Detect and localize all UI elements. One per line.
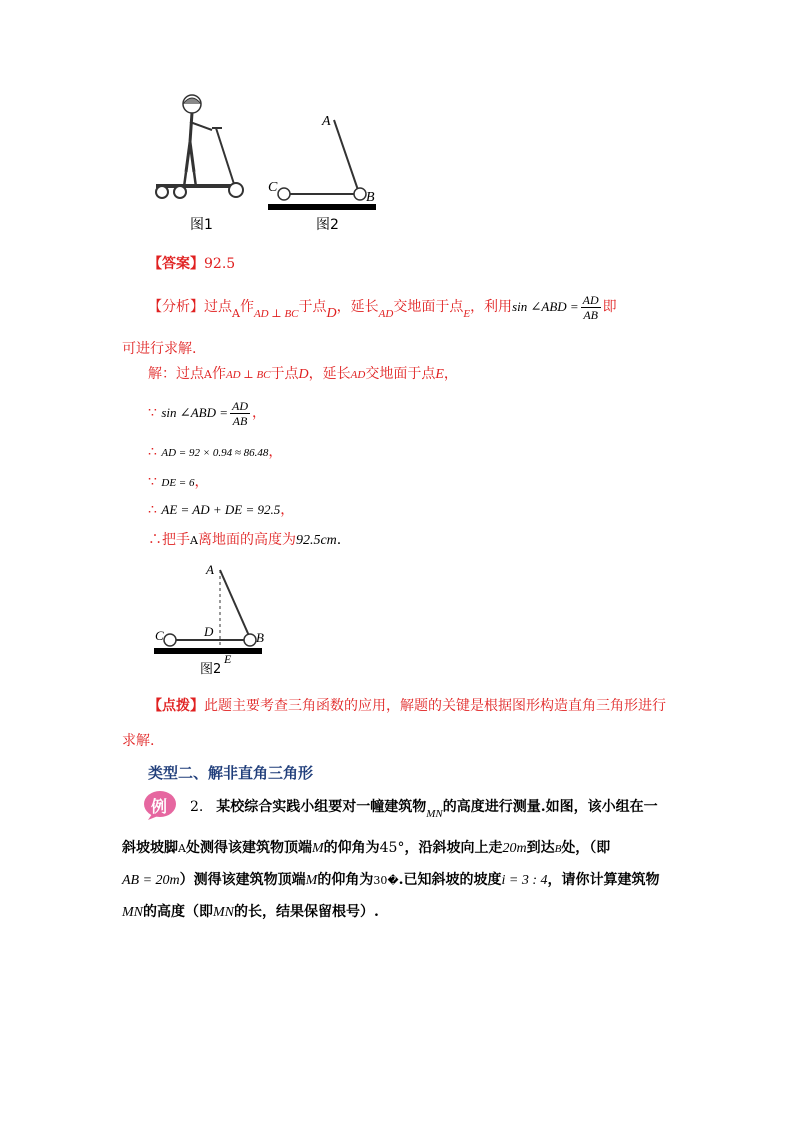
example-slope: i = 3 : 4 <box>501 873 548 888</box>
figure-3-caption: 图2 <box>200 662 222 677</box>
fraction-numerator: AD <box>231 398 248 413</box>
example-badge <box>144 790 178 820</box>
example-line-4 <box>122 902 379 923</box>
example-text: 的高度进行测量.如图，该小组在一 <box>442 799 658 815</box>
example-number: 2. <box>190 799 204 815</box>
figure-2-caption: 图2 <box>316 217 339 233</box>
example-point-A: A <box>178 842 186 855</box>
solution-text: 于点 <box>270 366 299 382</box>
example-text: 到达 <box>526 840 555 856</box>
solution-line-3 <box>148 442 282 463</box>
fig3-point-E: E <box>224 652 232 666</box>
fig3-point-C: C <box>155 628 164 643</box>
solution-text: 解：过点 <box>148 366 204 382</box>
example-distance: 20m <box>502 841 527 856</box>
because-symbol: ∵ <box>148 405 157 421</box>
example-angle-45: 45° <box>379 840 405 856</box>
solution-height-value: 92.5cm <box>295 533 337 548</box>
example-point-B: B <box>554 843 562 855</box>
solution-punct: ， <box>268 444 283 460</box>
solution-text: ， <box>443 366 458 382</box>
therefore-symbol: ∴ <box>148 502 157 518</box>
fraction-denominator: AB <box>583 307 598 322</box>
analysis-text: 作 <box>239 299 254 315</box>
fig3-point-B: B <box>256 630 264 645</box>
example-text: 某校综合实践小组要对一幢建筑物 <box>216 799 427 815</box>
analysis-text: ，利用 <box>470 299 513 315</box>
analysis-text: 于点 <box>298 299 327 315</box>
tip-label: 【点拨】 <box>148 698 204 714</box>
solution-expr-ae: AE = AD + DE = 92.5 <box>161 502 281 517</box>
solution-line-6 <box>148 530 341 551</box>
therefore-symbol: ∴ <box>148 444 157 460</box>
solution-text: 把手 <box>162 532 190 548</box>
fig2-point-A: A <box>322 114 331 129</box>
example-line-3 <box>122 870 660 891</box>
example-text: ）测得该建筑物顶端 <box>179 872 306 888</box>
answer-line <box>148 254 235 274</box>
solution-punct: ， <box>251 405 266 421</box>
therefore-symbol: ∴ <box>148 532 162 548</box>
scooter-drawing <box>150 92 250 212</box>
solution-point-A: A <box>204 368 212 381</box>
example-text: 的长，结果保留根号）. <box>234 904 379 920</box>
solution-text: ，延长 <box>308 366 351 382</box>
example-line-1 <box>190 797 658 824</box>
solution-point-E: E <box>435 367 444 382</box>
example-text: 的仰角为 <box>317 872 374 888</box>
solution-text: 交地面于点 <box>365 366 436 382</box>
answer-label: 【答案】 <box>148 256 204 272</box>
solution-text: 作 <box>211 366 226 382</box>
answer-value: 92.5 <box>204 256 236 272</box>
analysis-text: ，延长 <box>336 299 379 315</box>
solution-segment: AD <box>350 369 366 381</box>
solution-sin-expr: sin ∠ABD = <box>161 405 228 420</box>
solution-fraction <box>230 399 250 428</box>
example-MN: MN <box>122 905 143 920</box>
analysis-segment: AD <box>378 308 394 320</box>
fig2-point-B: B <box>366 190 375 205</box>
analysis-line-2: 可进行求解. <box>122 341 197 357</box>
analysis-text: 过点 <box>204 299 232 315</box>
example-text: .已知斜坡的坡度 <box>398 872 502 888</box>
fig3-point-A: A <box>206 562 214 577</box>
analysis-point-E: E <box>463 308 471 320</box>
solution-line-4 <box>148 472 208 493</box>
example-text: 的仰角为 <box>323 840 380 856</box>
analysis-point-D: D <box>326 306 337 321</box>
tip-line-2: 求解. <box>122 733 155 749</box>
analysis-perp: AD ⊥ BC <box>253 308 299 320</box>
example-angle-30: 30� <box>373 874 399 887</box>
figure-1-caption: 图1 <box>190 217 213 233</box>
example-text: 处测得该建筑物顶端 <box>185 840 312 856</box>
solution-punct: ， <box>280 502 295 518</box>
analysis-point-A: A <box>232 307 240 320</box>
analysis-text: 交地面于点 <box>393 299 464 315</box>
tip-text: 此题主要考查三角函数的应用，解题的关键是根据图形构造直角三角形进行 <box>204 698 666 714</box>
analysis-fraction <box>581 293 601 322</box>
solution-perp: AD ⊥ BC <box>225 369 271 381</box>
example-point-M: M <box>305 873 318 888</box>
solution-punct: . <box>336 532 342 548</box>
solution-line-5 <box>148 500 294 520</box>
fraction-numerator: AD <box>582 292 599 307</box>
solution-expr-de: DE = 6 <box>161 477 195 489</box>
example-badge-label: 例 <box>151 797 168 816</box>
fraction-denominator: AB <box>232 413 248 428</box>
because-symbol: ∵ <box>148 474 157 490</box>
example-MN: MN <box>213 905 234 920</box>
example-line-2 <box>122 838 610 859</box>
solution-line-2 <box>148 398 266 428</box>
analysis-line-1 <box>148 292 617 329</box>
analysis-label: 【分析】 <box>148 299 204 315</box>
solution-line-1 <box>148 364 458 385</box>
example-text: ，请你计算建筑物 <box>547 872 660 888</box>
solution-punct: ， <box>194 474 209 490</box>
example-ab-eq: AB = 20m <box>122 873 180 888</box>
figure-1 <box>150 92 250 212</box>
section-title: 类型二、解非直角三角形 <box>148 764 314 782</box>
example-text: ，沿斜坡向上走 <box>404 840 503 856</box>
example-point-M: M <box>311 841 324 856</box>
example-text: 斜坡坡脚 <box>122 840 178 856</box>
example-text: 处，（即 <box>561 840 611 856</box>
solution-expr-ad: AD = 92 × 0.94 ≈ 86.48 <box>161 447 269 459</box>
solution-point-D: D <box>298 367 309 382</box>
analysis-text: 即 <box>602 299 617 315</box>
example-MN: MN <box>426 808 443 820</box>
fig2-point-C: C <box>268 180 278 195</box>
example-text: 的高度（即 <box>143 904 213 920</box>
tip-line-1 <box>148 696 666 716</box>
solution-point-A: A <box>190 534 198 547</box>
fig3-point-D: D <box>204 624 214 639</box>
analysis-sin-expr: sin ∠ABD = <box>512 299 579 314</box>
solution-text: 离地面的高度为 <box>197 532 296 548</box>
